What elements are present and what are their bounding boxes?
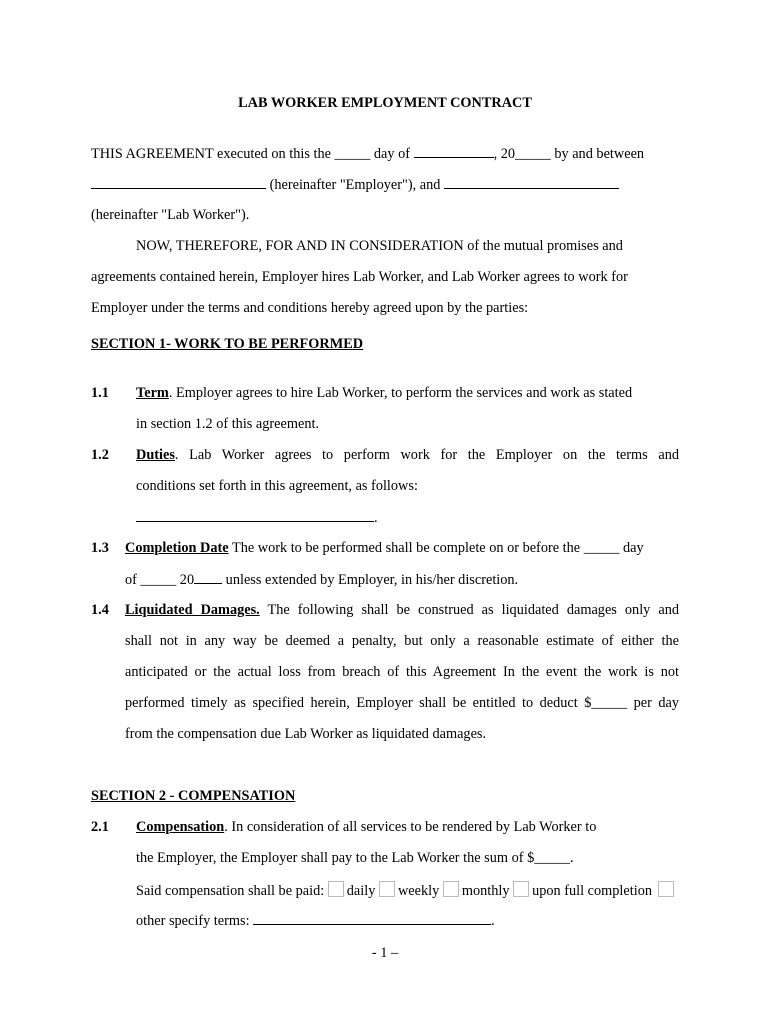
intro-text: THIS AGREEMENT executed on this the _____ day of [91,146,410,162]
clause-number: 1.2 [91,447,109,463]
payment-label: Said compensation shall be paid: [136,883,328,899]
month-blank[interactable] [414,145,494,158]
section-2-heading: SECTION 2 - COMPENSATION [91,788,296,804]
other-terms-line [136,912,495,930]
duties-blank[interactable] [136,509,374,522]
monthly-checkbox[interactable] [443,881,459,897]
clause-1-2-line-2: conditions set forth in this agreement, as follows: [136,478,418,494]
employer-name-blank[interactable] [91,176,266,189]
clause-term: Duties [136,447,175,463]
clause-1-4-line-3: anticipated or the actual loss from breach of this Agreement In the event the work is not [125,664,679,680]
clause-1-4-line-4: performed timely as specified herein, Employer shall be entitled to deduct $_____ per day [125,695,679,711]
other-terms-blank[interactable] [253,912,491,925]
section-1-heading: SECTION 1- WORK TO BE PERFORMED [91,336,364,352]
clause-text: unless extended by Employer, in his/her discretion. [222,572,519,588]
intro-line-1 [91,145,644,163]
payment-frequency-line [136,881,677,900]
intro-text: (hereinafter "Employer"), and [269,177,441,193]
intro-text: , 20_____ by and between [493,146,645,162]
year-blank[interactable] [194,571,222,584]
clause-1-1-line-1 [136,385,632,402]
option-label: upon full completion [532,883,652,899]
clause-1-4-line-5: from the compensation due Lab Worker as liquidated damages. [125,726,487,742]
clause-1-3-line-2 [125,571,518,589]
recital-line-2: agreements contained herein, Employer hires Lab Worker, and Lab Worker agrees to work for [91,269,628,285]
recital-line-3: Employer under the terms and conditions hereby agreed upon by the parties: [91,300,529,316]
clause-text: of _____ 20 [125,572,195,588]
intro-line-2 [91,176,619,194]
period: . [374,510,378,526]
clause-number: 1.3 [91,540,109,556]
other-checkbox[interactable] [658,881,674,897]
clause-1-4-line-1 [125,602,679,619]
clause-2-1-line-2: the Employer, the Employer shall pay to the Lab Worker the sum of $_____. [136,850,574,866]
clause-2-1-line-1 [136,819,596,836]
clause-term: Liquidated Damages. [125,602,260,618]
clause-text: . Lab Worker agrees to perform work for the Employer on the terms and [174,447,679,463]
clause-text: . Employer agrees to hire Lab Worker, to perform the services and work as stated [168,385,633,401]
clause-text: . In consideration of all services to be rendered by Lab Worker to [224,819,597,835]
duties-line [136,509,378,527]
intro-line-3: (hereinafter "Lab Worker"). [91,207,250,223]
period: . [491,913,495,929]
clause-text: The following shall be construed as liquidated damages only and [259,602,679,618]
clause-1-3-line-1 [125,540,644,557]
daily-checkbox[interactable] [328,881,344,897]
other-terms-label: other specify terms: [136,913,254,929]
page-number: - 1 – [371,945,399,961]
completion-checkbox[interactable] [513,881,529,897]
clause-number: 1.4 [91,602,109,618]
option-label: monthly [461,883,510,899]
clause-term: Compensation [136,819,225,835]
clause-text: The work to be performed shall be complete on or before the _____ day [228,540,644,556]
worker-name-blank[interactable] [444,176,619,189]
weekly-checkbox[interactable] [379,881,395,897]
clause-1-1-line-2: in section 1.2 of this agreement. [136,416,320,432]
option-label: weekly [397,883,440,899]
page-title: LAB WORKER EMPLOYMENT CONTRACT [238,95,532,111]
recital-line-1: NOW, THEREFORE, FOR AND IN CONSIDERATION of the mutual promises and [136,238,623,254]
option-label: daily [346,883,376,899]
clause-term: Completion Date [125,540,229,556]
clause-1-4-line-2: shall not in any way be deemed a penalty, but only a reasonable estimate of either the [125,633,679,649]
clause-number: 2.1 [91,819,109,835]
clause-number: 1.1 [91,385,109,401]
clause-1-2-line-1 [136,447,679,464]
clause-term: Term [136,385,169,401]
